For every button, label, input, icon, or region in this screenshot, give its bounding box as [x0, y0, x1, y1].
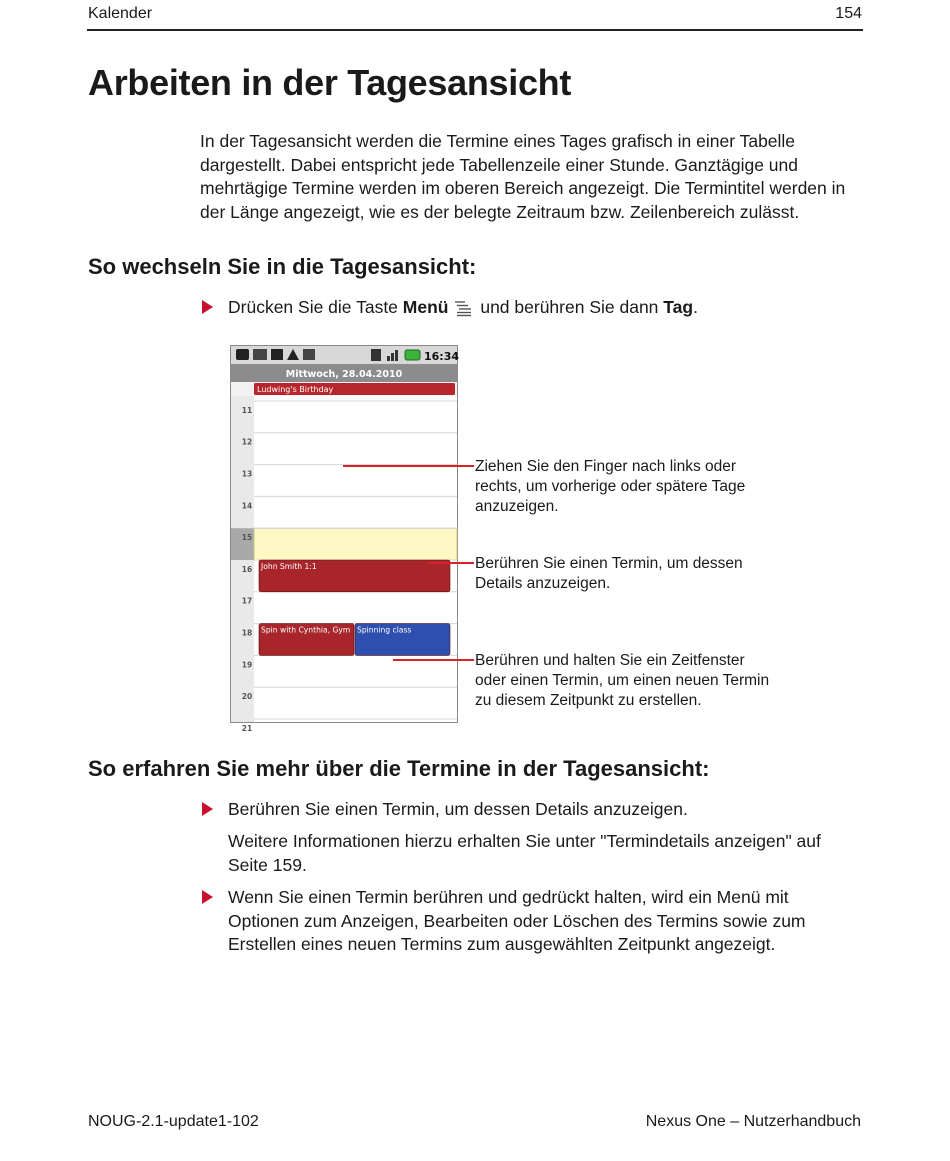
- hour-label: 21: [241, 723, 253, 733]
- section-heading-switch-day-view: So wechseln Sie in die Tagesansicht:: [88, 254, 477, 279]
- bullet-tap-event-note: Weitere Informationen hierzu erhalten Sie unter "Termindetails anzeigen" auf Seite 159.: [228, 831, 821, 875]
- hour-label: 16: [241, 564, 253, 574]
- hour-label: 19: [241, 660, 253, 670]
- callout-tap-event: Berühren Sie einen Termin, um dessen Details anzuzeigen.: [475, 555, 743, 592]
- time-slot-row[interactable]: [254, 401, 457, 433]
- page-number: 154: [835, 5, 862, 22]
- bullet-arrow-icon: [202, 802, 213, 816]
- all-day-event-label: Ludwing's Birthday: [257, 385, 334, 394]
- bullet-tap-event: Berühren Sie einen Termin, um dessen Details anzuzeigen.: [228, 799, 688, 819]
- menu-key-label: Menü: [402, 297, 449, 317]
- callout-lines: [340, 455, 480, 670]
- running-header-section: Kalender: [88, 5, 153, 22]
- calendar-event-label: Spinning class: [357, 625, 412, 635]
- time-slot-row[interactable]: [254, 687, 457, 719]
- date-header-label: Mittwoch, 28.04.2010: [285, 369, 403, 380]
- step-text-pre: Drücken Sie die Taste: [228, 297, 403, 317]
- section-heading-more-info: So erfahren Sie mehr über die Termine in der Tagesansicht:: [88, 756, 710, 781]
- header-rule: [87, 29, 863, 31]
- hour-label: 12: [241, 437, 253, 447]
- hour-label: 18: [241, 628, 253, 638]
- callout-hold-timeslot: Berühren und halten Sie ein Zeitfenster oder einen Termin, um einen neuen Termin zu diesem Zeitpunkt zu erstellen.: [475, 652, 770, 709]
- step-instruction: [228, 296, 861, 320]
- bullet-arrow-icon: [202, 890, 213, 904]
- hour-label: 11: [241, 405, 253, 415]
- status-time: 16:34: [424, 350, 460, 363]
- page-title: Arbeiten in der Tagesansicht: [88, 62, 572, 103]
- time-slot-row[interactable]: [254, 719, 457, 751]
- bullet-arrow-icon: [202, 300, 213, 314]
- hour-label: 13: [241, 469, 253, 479]
- calendar-event-label: John Smith 1:1: [261, 562, 317, 571]
- footer-doc-id: NOUG-2.1-update1-102: [88, 1113, 259, 1130]
- hour-label: 15: [241, 533, 253, 543]
- hour-label: 14: [241, 501, 253, 511]
- day-option-label: Tag: [663, 297, 694, 317]
- bullet-hold-event: Wenn Sie einen Termin berühren und gedrückt halten, wird ein Menü mit Optionen zum Anzeigen, Bearbeiten oder Löschen des Termins sowie zum Erstellen eines neuen Termins zum ausgewählten Zeitpunkt angezeigt.: [228, 887, 806, 954]
- status-system-icons: [371, 349, 420, 361]
- menu-key-icon: [454, 299, 472, 315]
- footer-manual-title: Nexus One – Nutzerhandbuch: [645, 1113, 861, 1130]
- step-text-mid: und berühren Sie dann: [475, 297, 664, 317]
- step-text-post: .: [693, 297, 698, 317]
- hour-label: 17: [241, 596, 253, 606]
- intro-paragraph: In der Tagesansicht werden die Termine eines Tages grafisch in einer Tabelle dargestellt. Dabei entspricht jede Tabellenzeile einer Stunde. Ganztägige und mehrtägige Termine werden im oberen Bereich angezeigt. Die Termintitel werden in der Länge angezeigt, wie es der belegte Zeitraum bzw. Zeilenbereich zulässt.: [200, 131, 846, 222]
- status-notification-icons: [236, 349, 315, 360]
- hour-label: 20: [241, 692, 253, 702]
- calendar-event-label: Spin with Cynthia, Gym: [261, 625, 351, 635]
- callout-swipe-days: Ziehen Sie den Finger nach links oder rechts, um vorherige oder spätere Tage anzuzeigen.: [475, 458, 746, 515]
